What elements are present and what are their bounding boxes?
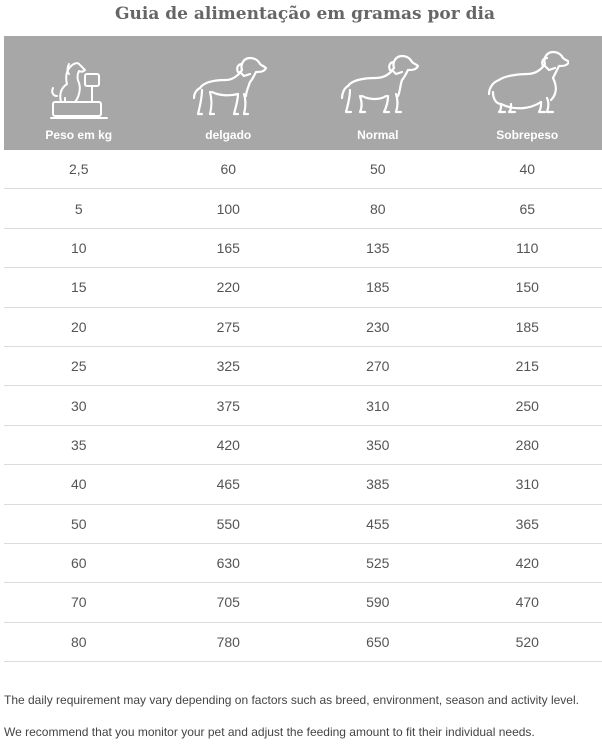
normal-dog-icon xyxy=(336,50,420,122)
table-cell: 650 xyxy=(366,633,390,650)
table-cell: 230 xyxy=(366,318,390,335)
thin-dog-icon xyxy=(188,50,268,122)
table-cell: 80 xyxy=(369,200,386,217)
header-normal xyxy=(303,36,453,150)
table-cell: 25 xyxy=(70,358,87,375)
table-cell: 65 xyxy=(519,200,536,217)
table-row xyxy=(4,347,602,386)
table-cell: 520 xyxy=(515,633,539,650)
table-body xyxy=(4,150,602,662)
table-cell: 100 xyxy=(216,200,240,217)
table-cell: 250 xyxy=(515,397,539,414)
table-cell: 50 xyxy=(70,515,87,532)
dog-on-scale-icon xyxy=(47,50,111,126)
table-row xyxy=(4,465,602,504)
table-row xyxy=(4,583,602,622)
feeding-note: The daily requirement may vary depending on factors such as breed, environment, season and activity level. We recommend that you monitor your pet and adjust the feeding amount to fit their individual needs. xyxy=(4,693,579,739)
table-cell: 275 xyxy=(216,318,240,335)
header-weight xyxy=(4,36,154,150)
table-row xyxy=(4,308,602,347)
table-cell: 455 xyxy=(366,515,390,532)
table-cell: 310 xyxy=(366,397,390,414)
table-cell: 150 xyxy=(515,279,539,296)
header-label-overweight: Sobrepeso xyxy=(496,128,559,142)
table-cell: 630 xyxy=(216,555,240,572)
table-cell: 280 xyxy=(515,436,539,453)
overweight-dog-icon xyxy=(485,50,569,122)
table-cell: 80 xyxy=(70,633,87,650)
table-row xyxy=(4,268,602,307)
table-cell: 215 xyxy=(515,358,539,375)
table-cell: 185 xyxy=(515,318,539,335)
header-label-normal: Normal xyxy=(357,128,399,142)
header-label-thin: delgado xyxy=(205,128,252,142)
page-title: Guia de alimentação em gramas por dia xyxy=(114,4,495,24)
table-header xyxy=(4,36,602,150)
feeding-table xyxy=(4,36,602,662)
table-cell: 35 xyxy=(70,436,87,453)
table-cell: 310 xyxy=(515,476,539,493)
table-row xyxy=(4,229,602,268)
table-cell: 325 xyxy=(216,358,240,375)
table-cell: 10 xyxy=(70,239,87,256)
table-cell: 20 xyxy=(70,318,87,335)
table-cell: 350 xyxy=(366,436,390,453)
table-cell: 375 xyxy=(216,397,240,414)
table-cell: 30 xyxy=(70,397,87,414)
table-row xyxy=(4,150,602,189)
table-cell: 165 xyxy=(216,239,240,256)
table-cell: 420 xyxy=(515,555,539,572)
table-cell: 525 xyxy=(366,555,390,572)
table-cell: 705 xyxy=(216,594,240,611)
header-thin xyxy=(154,36,304,150)
table-cell: 135 xyxy=(366,239,390,256)
table-cell: 270 xyxy=(366,358,390,375)
table-cell: 470 xyxy=(515,594,539,611)
table-cell: 60 xyxy=(220,161,237,178)
table-cell: 420 xyxy=(216,436,240,453)
table-row xyxy=(4,386,602,425)
table-cell: 550 xyxy=(216,515,240,532)
table-cell: 185 xyxy=(366,279,390,296)
table-row xyxy=(4,544,602,583)
header-label-weight: Peso em kg xyxy=(45,128,113,142)
table-cell: 590 xyxy=(366,594,390,611)
table-cell: 5 xyxy=(74,200,83,217)
table-cell: 220 xyxy=(216,279,240,296)
table-cell: 110 xyxy=(516,239,539,256)
table-row xyxy=(4,505,602,544)
table-row xyxy=(4,426,602,465)
table-cell: 385 xyxy=(366,476,390,493)
table-cell: 365 xyxy=(515,515,539,532)
header-overweight xyxy=(453,36,602,150)
table-cell: 40 xyxy=(70,476,87,493)
table-cell: 40 xyxy=(519,161,536,178)
table-cell: 2,5 xyxy=(69,161,89,178)
table-cell: 70 xyxy=(70,594,87,611)
table-cell: 780 xyxy=(216,633,240,650)
table-cell: 15 xyxy=(70,279,87,296)
table-cell: 50 xyxy=(369,161,386,178)
table-cell: 60 xyxy=(70,555,87,572)
table-cell: 465 xyxy=(216,476,240,493)
table-row xyxy=(4,189,602,228)
table-row xyxy=(4,623,602,662)
